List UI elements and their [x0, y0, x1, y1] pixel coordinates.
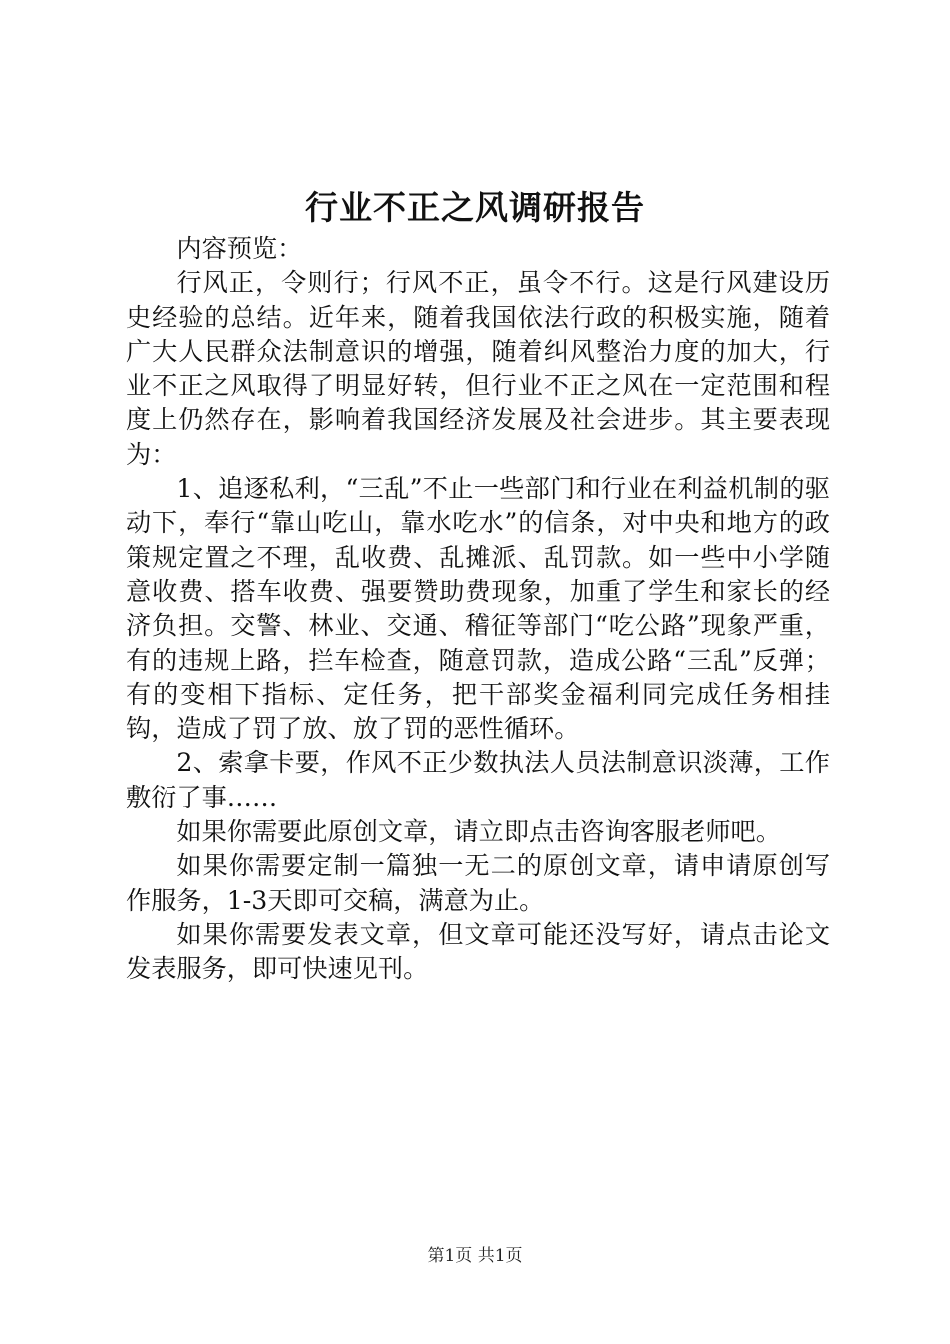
paragraph-point-1: 1、追逐私利，“三乱”不止一些部门和行业在利益机制的驱动下，奉行“靠山吃山，靠水吃水”的信条，对中央和地方的政策规定置之不理，乱收费、乱摊派、乱罚款。如一些中小学随意收费、搭车收费、强要赞助费现象，加重了学生和家长的经济负担。交警、林业、交通、稽征等部门“吃公路”现象严重，有的违规上路，拦车检查，随意罚款，造成公路“三乱”反弹；有的变相下指标、定任务，把干部奖金福利同完成任务相挂钩，造成了罚了放、放了罚的恶性循环。 [126, 474, 830, 744]
paragraph-publishing: 如果你需要发表文章，但文章可能还没写好，请点击论文发表服务，即可快速见刊。 [126, 919, 830, 984]
paragraph-consult: 如果你需要此原创文章，请立即点击咨询客服老师吧。 [176, 817, 781, 847]
paragraph-point-2: 2、索拿卡要，作风不正少数执法人员法制意识淡薄，工作敷衍了事…… [126, 748, 830, 812]
paragraph-intro: 行风正，令则行；行风不正，虽令不行。这是行风建设历史经验的总结。近年来，随着我国依法行政的积极实施，随着广大人民群众法制意识的增强，随着纠风整治力度的加大，行业不正之风取得了明显好转，但行业不正之风在一定范围和程度上仍然存在，影响着我国经济发展及社会进步。其主要表现为： [126, 268, 830, 469]
document-title: 行业不正之风调研报告 [305, 188, 645, 227]
preview-label: 内容预览： [176, 234, 303, 263]
document-body [126, 232, 830, 987]
paragraph-custom-writing: 如果你需要定制一篇独一无二的原创文章，请申请原创写作服务，1-3天即可交稿，满意为止。 [126, 851, 830, 915]
page-footer: 第1页 共1页 [427, 1246, 523, 1266]
